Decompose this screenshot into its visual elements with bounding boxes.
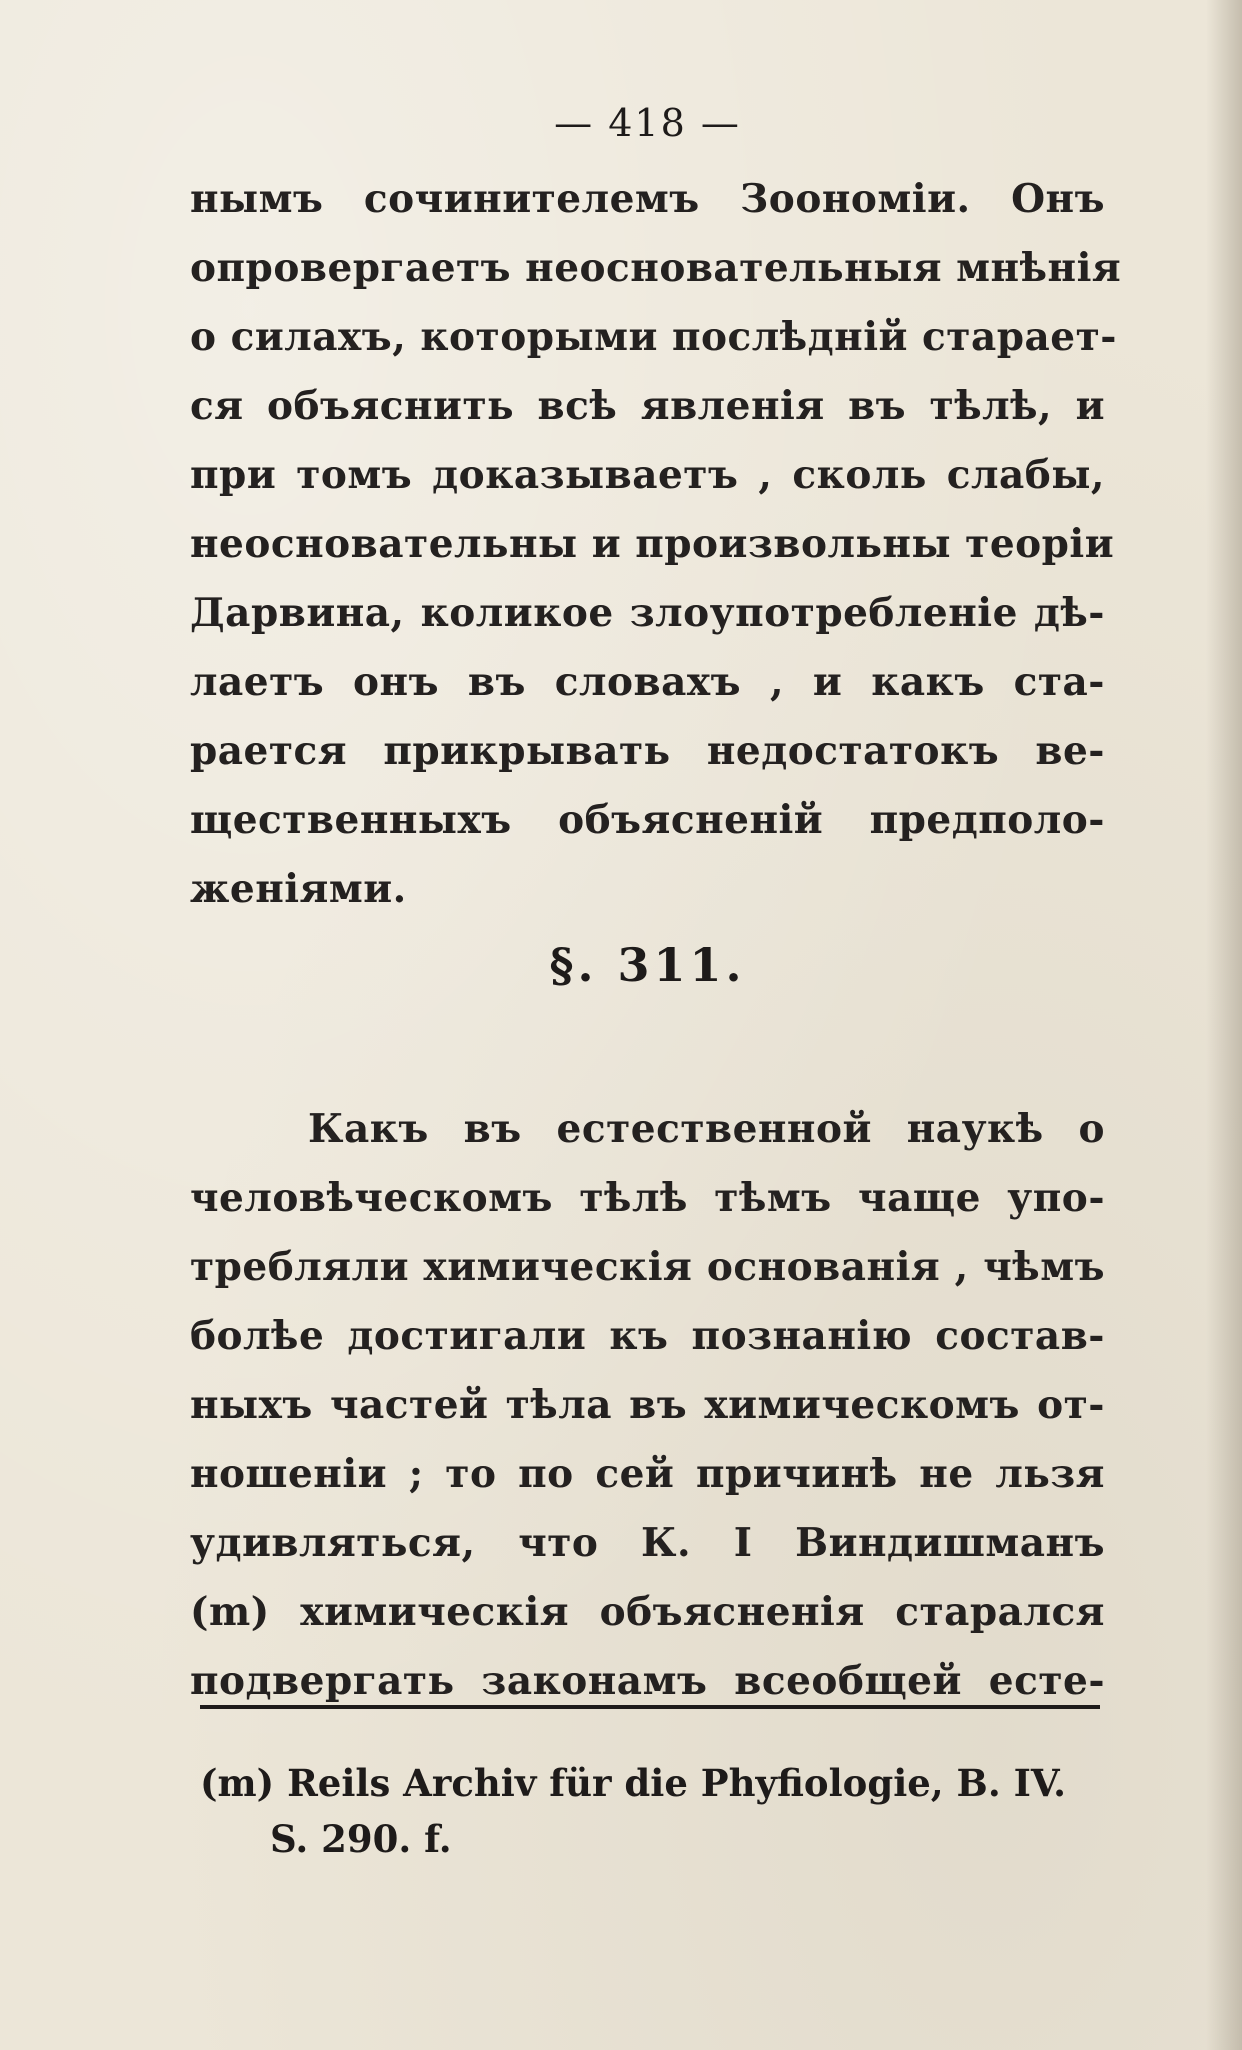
section-heading: §. 311. <box>549 938 746 992</box>
text-line: человѣческомъ тѣлѣ тѣмъ чаще упо- <box>190 1175 1105 1221</box>
text-line-italic-name: Дарвина, коликое злоупотребленіе дѣ- <box>190 590 1105 636</box>
text-line: щественныхъ объясненій предполо- <box>190 797 1105 843</box>
paragraph-1 <box>190 165 1122 924</box>
text-line: лаетъ онъ въ словахъ , и какъ ста- <box>190 659 1105 705</box>
text-line: женіями. <box>190 866 407 912</box>
text-line: ныхъ частей тѣла въ химическомъ от- <box>190 1382 1105 1428</box>
page-number: — 418 — <box>554 101 741 145</box>
text-line: болѣе достигали къ познанію состав- <box>190 1313 1105 1359</box>
text-line: неосновательны и произвольны теоріи <box>190 521 1115 567</box>
text-line: о силахъ, которыми послѣдній старает- <box>190 314 1117 360</box>
text-line: удивляться, что К. І Виндишманъ <box>190 1520 1105 1566</box>
footnote-line-1 <box>200 1755 1110 1811</box>
text-line: ся объяснить всѣ явленія въ тѣлѣ, и <box>190 383 1105 429</box>
text-line: при томъ доказываетъ , сколь слабы, <box>190 452 1105 498</box>
footnote-line-2: S. 290. f. <box>270 1817 452 1861</box>
text-line: требляли химическія основанія , чѣмъ <box>190 1244 1105 1290</box>
text-line: подвергать законамъ всеобщей есте- <box>190 1658 1105 1704</box>
text-line: (m) химическія объясненія старался <box>190 1589 1105 1635</box>
text-line: ношеніи ; то по сей причинѣ не льзя <box>190 1451 1105 1497</box>
text-line: нымъ сочинителемъ Зоономіи. Онъ <box>190 176 1105 222</box>
footnote-text: Reils Archiv für die Phyfiologie, B. IV. <box>287 1761 1067 1805</box>
text-line: рается прикрывать недостатокъ ве- <box>190 728 1105 774</box>
text-line: Какъ въ естественной наукѣ о <box>308 1106 1105 1152</box>
page-edge-shadow <box>1206 0 1242 2050</box>
paragraph-2 <box>190 1095 1105 1716</box>
footnote-marker: (m) <box>200 1761 275 1805</box>
footnote-divider <box>200 1705 1100 1709</box>
footnote <box>200 1755 1110 1867</box>
text-line: опровергаетъ неосновательныя мнѣнія <box>190 245 1122 291</box>
book-page <box>190 95 1122 1995</box>
